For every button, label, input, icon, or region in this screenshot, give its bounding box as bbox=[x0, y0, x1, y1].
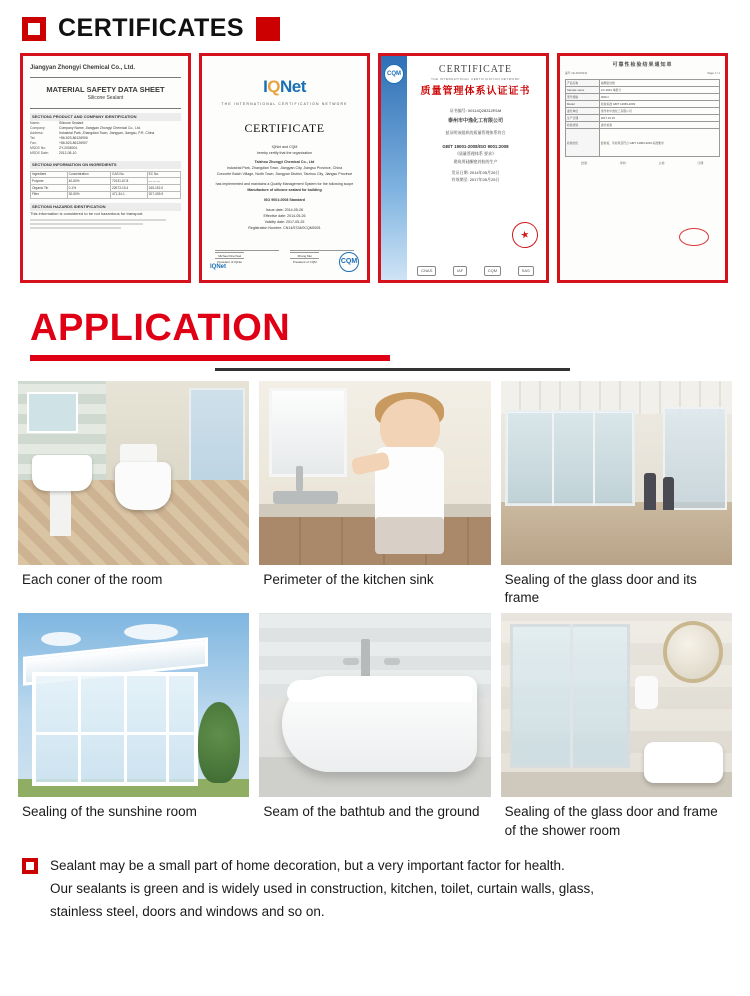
msds-field: Address: Industrial Park, Zhangdian Town, Jiangyan, Jiangsu, P.R. China bbox=[30, 130, 155, 135]
table-cell: 2017.01.15 bbox=[599, 115, 719, 122]
cqm-sub-standard: 《质量管理体系 要求》 bbox=[454, 151, 497, 157]
tree bbox=[198, 702, 240, 783]
shower-room-scene bbox=[501, 613, 732, 797]
mirror bbox=[27, 392, 78, 432]
footer-note bbox=[0, 854, 750, 924]
application-header bbox=[0, 309, 750, 373]
table-row bbox=[566, 87, 720, 94]
wash-basin bbox=[32, 455, 92, 492]
cqm-chinese-title: 质量管理体系认证证书 bbox=[420, 86, 531, 98]
iqnet-body bbox=[209, 145, 360, 232]
iqnet-mark-icon: IQNet bbox=[210, 264, 227, 270]
msds-section-1: SECTION1 PRODUCT AND COMPANY IDENTIFICATION bbox=[30, 113, 181, 121]
msds-field: Name: Silicone Sealant bbox=[30, 120, 84, 125]
table-row bbox=[566, 80, 720, 87]
application-image-sunshine-room[interactable] bbox=[18, 613, 249, 797]
cqm-scope-cn: 建筑用硅酮密封胶的生产 bbox=[453, 158, 498, 164]
decorative-band bbox=[381, 56, 407, 280]
application-image-bathroom[interactable] bbox=[18, 381, 249, 565]
application-item-glass-partition bbox=[501, 381, 732, 609]
sink bbox=[273, 491, 338, 504]
certificates-title: CERTIFICATES bbox=[58, 14, 245, 42]
application-item-sunshine-room bbox=[18, 613, 249, 841]
table-row bbox=[566, 129, 720, 157]
signature-role: President of CQM bbox=[290, 258, 319, 265]
table-cell: 245-152-0 bbox=[147, 185, 180, 192]
certificates-header bbox=[0, 0, 750, 53]
glass-partition bbox=[505, 410, 635, 506]
application-caption: Sealing of the sunshine room bbox=[22, 804, 197, 820]
cqm-org: 泰州市中逸化工有限公司 bbox=[447, 118, 503, 125]
title-rules bbox=[30, 355, 750, 373]
cqm-date: 发证日期: 2014年05月26日 bbox=[451, 169, 500, 175]
table-cell: 硅酮密封胶 bbox=[599, 80, 719, 87]
iqnet-network-text: THE INTERNATIONAL CERTIFICATION NETWORK bbox=[221, 101, 348, 106]
table-header-row bbox=[31, 171, 181, 178]
red-rule bbox=[30, 355, 390, 361]
msds-field: Tel: +86-523-86126906 bbox=[30, 136, 88, 141]
table-cell: 0-1% bbox=[67, 185, 110, 192]
sunroom-glass-walls bbox=[32, 672, 199, 786]
text-line bbox=[30, 227, 121, 229]
table-row bbox=[31, 178, 181, 185]
application-image-bathtub[interactable] bbox=[259, 613, 490, 797]
cabin-mullion bbox=[570, 624, 573, 768]
cqm-accreditation-logos bbox=[409, 266, 542, 276]
msds-section-2: SECTION2 INFORMATION ON INGREDIENTS bbox=[30, 161, 181, 169]
table-label-cell: Model bbox=[566, 101, 600, 108]
application-item-bathtub bbox=[259, 613, 490, 841]
sunroom-scene bbox=[18, 613, 249, 797]
mullion bbox=[552, 410, 554, 506]
application-caption: Sealing of the glass door and its frame bbox=[504, 572, 697, 606]
square-marker-icon bbox=[22, 858, 38, 874]
signature-name: Michael Drechsel bbox=[215, 252, 244, 259]
report-page: Page: 1 / 1 bbox=[707, 71, 720, 75]
msds-field-value: 2012-08-10 bbox=[59, 151, 77, 156]
application-image-glass-partition[interactable] bbox=[501, 381, 732, 565]
divider bbox=[30, 77, 181, 78]
cqm-english-title: CERTIFICATE bbox=[438, 64, 513, 75]
cqm-valid: 有效期至: 2017年05月25日 bbox=[451, 177, 500, 183]
msds-document bbox=[23, 56, 188, 280]
signature-label: 主检: bbox=[658, 161, 666, 166]
msds-field: Company: Company Name: Jiangyan Zhongyi Chemical Co., Ltd. bbox=[30, 125, 141, 130]
table-cell: 30-50% bbox=[67, 191, 110, 198]
table-label-cell: 检验类别 bbox=[566, 122, 600, 129]
table-cell: Filler bbox=[31, 191, 68, 198]
table-cell: Polymer bbox=[31, 178, 68, 185]
signature-label: 审核: bbox=[619, 161, 627, 166]
certificate-thumb-msds[interactable] bbox=[20, 53, 191, 283]
signature-label: 日期: bbox=[697, 161, 705, 166]
table-cell: 委托检验 bbox=[599, 122, 719, 129]
iqnet-org: Taizhou Zhongyi Chemical Co., Ltd bbox=[254, 160, 315, 165]
table-cell: 22673-19-4 bbox=[111, 185, 148, 192]
table-row bbox=[31, 191, 181, 198]
table-header-cell: Concentration bbox=[67, 171, 110, 178]
application-grid bbox=[0, 381, 750, 842]
accreditation-logo: CNAS bbox=[417, 266, 436, 276]
table-row bbox=[566, 108, 720, 115]
msds-note: This information is considered to be not hazardous for transport. bbox=[30, 210, 144, 216]
tap-handle bbox=[343, 658, 359, 665]
table-cell: 经检验，所检项目符合 GB/T 14683-2003 标准要求 bbox=[599, 129, 719, 157]
table-cell: 泰州市中逸化工有限公司 bbox=[599, 108, 719, 115]
table-cell: Organic Tin bbox=[31, 185, 68, 192]
cloud bbox=[41, 632, 81, 646]
bathroom-scene bbox=[18, 381, 249, 565]
wash-basin bbox=[644, 742, 723, 782]
child-pants bbox=[375, 517, 444, 554]
cqm-standard: GB/T 19001-2008/ISO 9001:2008 bbox=[442, 143, 509, 149]
iqnet-validity: Validity date: 2017-05-25 bbox=[264, 219, 305, 224]
msds-ingredients-table bbox=[30, 171, 181, 199]
test-report-document bbox=[560, 56, 725, 280]
round-mirror bbox=[663, 621, 723, 684]
iqnet-effective: Effective date: 2014-05-26 bbox=[263, 213, 306, 218]
msds-field-value: Silicone Sealant bbox=[59, 120, 84, 125]
msds-field: Fax: +86-523-86126907 bbox=[30, 141, 88, 146]
table-label-cell: 型号规格 bbox=[566, 94, 600, 101]
cqm-document bbox=[381, 56, 546, 280]
table-header-cell: EC No. bbox=[147, 171, 180, 178]
table-row bbox=[566, 94, 720, 101]
frame-bar bbox=[166, 672, 169, 786]
iqnet-logo: IQNet bbox=[263, 77, 306, 96]
application-item-shower-room bbox=[501, 613, 732, 841]
iqnet-scope2: Manufacture of silicone sealant for building bbox=[247, 188, 322, 193]
office-scene bbox=[501, 381, 732, 565]
cqm-badge-icon: CQM bbox=[384, 64, 404, 84]
report-signatures bbox=[565, 161, 720, 166]
cqm-body bbox=[409, 107, 542, 183]
dark-rule bbox=[215, 368, 570, 371]
table-label-cell: 委托单位 bbox=[566, 108, 600, 115]
table-row bbox=[566, 122, 720, 129]
application-image-shower-room[interactable] bbox=[501, 613, 732, 797]
basin-pedestal bbox=[50, 488, 71, 536]
msds-section-3: SECTION3 HAZARDS IDENTIFICATION bbox=[30, 203, 181, 211]
person bbox=[663, 477, 675, 510]
iqnet-signature-row bbox=[209, 250, 360, 265]
cqm-line-1: 兹证明该组织的质量管理体系符合 bbox=[445, 130, 506, 136]
report-title: 可靠性检验结果通知单 bbox=[612, 62, 673, 68]
frame-bar bbox=[124, 672, 127, 786]
frame-bar bbox=[32, 732, 199, 735]
table-header-cell: CAS No. bbox=[111, 171, 148, 178]
footer-line-2: Our sealants is green and is widely used in construction, kitchen, toilet, curtain walls, glass, bbox=[50, 881, 595, 897]
table-cell: 70131-67-8 bbox=[111, 178, 148, 185]
report-table bbox=[565, 79, 720, 157]
faucet bbox=[361, 639, 370, 679]
iqnet-standard: ISO 9001:2008 Standard bbox=[264, 198, 305, 203]
toilet bbox=[115, 462, 171, 510]
application-caption: Each coner of the room bbox=[22, 572, 163, 587]
table-row bbox=[566, 115, 720, 122]
faucet bbox=[296, 466, 303, 492]
certificate-thumb-test-report[interactable] bbox=[557, 53, 728, 283]
table-label-cell: Sample name bbox=[566, 87, 600, 94]
cqm-seal-icon: CQM bbox=[339, 252, 359, 272]
table-row bbox=[566, 101, 720, 108]
certificates-strip bbox=[0, 53, 750, 283]
report-ref: 编号: No.20170211 bbox=[565, 71, 588, 75]
iqnet-issued: Issue date: 2014-05-26 bbox=[266, 207, 303, 212]
certificate-thumb-iqnet[interactable] bbox=[199, 53, 370, 283]
urinal bbox=[635, 676, 658, 709]
iqnet-document bbox=[202, 56, 367, 280]
bathtub-scene bbox=[259, 613, 490, 797]
kitchen-scene bbox=[259, 381, 490, 565]
application-caption: Seam of the bathtub and the ground bbox=[263, 804, 480, 820]
msds-field-value: ZY-2008001 bbox=[59, 146, 78, 151]
msds-field-value: +86-523-86126907 bbox=[59, 141, 88, 146]
square-marker-solid-icon bbox=[256, 17, 280, 41]
square-marker-icon bbox=[22, 17, 46, 41]
table-label-cell: 产品名称 bbox=[566, 80, 600, 87]
iqnet-scope: Concrete Batch Village, North Town, Jiangyan District, Taizhou City, Jiangsu Province bbox=[216, 172, 353, 177]
table-label-cell: 生产日期 bbox=[566, 115, 600, 122]
msds-doc-title: MATERIAL SAFETY DATA SHEET bbox=[46, 85, 165, 94]
table-cell: 471-34-1 bbox=[111, 191, 148, 198]
stamp-circle-icon bbox=[679, 228, 709, 246]
bathtub-rim bbox=[287, 680, 472, 702]
table-row bbox=[31, 185, 181, 192]
signature-label: 批准: bbox=[580, 161, 588, 166]
footer-note-text bbox=[50, 854, 594, 924]
table-header-cell: Ingredient bbox=[31, 171, 68, 178]
application-title: APPLICATION bbox=[30, 307, 291, 349]
table-cell: AC-2001 单组分 bbox=[599, 87, 719, 94]
text-line bbox=[30, 219, 166, 221]
tap-handle bbox=[384, 658, 400, 665]
window bbox=[269, 388, 348, 476]
iqnet-address: Industrial Park, Zhangdian Town, Jiangyan City, Jiangsu Province, China bbox=[226, 166, 343, 171]
iqnet-statement: has implemented and maintains a Quality Management System for the following scope bbox=[215, 182, 354, 187]
iqnet-registration: Registration Number: CN14/5728/0CQM0001 bbox=[248, 225, 321, 230]
msds-field: MSDS No: ZY-2008001 bbox=[30, 146, 78, 151]
application-caption: Perimeter of the kitchen sink bbox=[263, 572, 434, 587]
divider bbox=[30, 108, 181, 109]
table-cell: 检验标准 GB/T 14683-2003 bbox=[599, 101, 719, 108]
footer-line-1: Sealant may be a small part of home decoration, but a very important factor for health. bbox=[50, 857, 565, 873]
signature-role: President of IQNet bbox=[215, 258, 244, 265]
table-cell: 40-60% bbox=[67, 178, 110, 185]
table-label-cell: 检验结论 bbox=[566, 129, 600, 157]
msds-product: Silicone Sealant bbox=[87, 95, 124, 102]
accreditation-logo: CQM bbox=[484, 266, 501, 276]
accreditation-logo: IAF bbox=[453, 266, 467, 276]
footer-line-3: stainless steel, doors and windows and so on. bbox=[50, 904, 325, 920]
msds-field-value: Company Name: Jiangyan Zhongyi Chemical Co., Ltd. bbox=[59, 125, 141, 130]
red-stamp-icon: ★ bbox=[510, 220, 541, 251]
frame-bar bbox=[78, 672, 81, 786]
text-line bbox=[30, 223, 143, 225]
iqnet-line1: IQNet and CQM bbox=[271, 144, 298, 149]
msds-company: Jiangyan Zhongyi Chemical Co., Ltd. bbox=[30, 65, 136, 71]
iqnet-certificate-word: CERTIFICATE bbox=[244, 120, 325, 135]
certificate-thumb-cqm[interactable] bbox=[378, 53, 549, 283]
table-cell: — — — bbox=[147, 178, 180, 185]
table-cell: 207-439-9 bbox=[147, 191, 180, 198]
table-cell: 300ml bbox=[599, 94, 719, 101]
signature-name: Zhang Mei bbox=[290, 252, 319, 259]
floor bbox=[501, 502, 732, 565]
msds-field: MSDS Date: 2012-08-10 bbox=[30, 151, 77, 156]
iqnet-line2: hereby certify that the organization bbox=[256, 150, 313, 155]
application-image-kitchen-sink[interactable] bbox=[259, 381, 490, 565]
msds-field-value: Industrial Park, Zhangdian Town, Jiangyan, Jiangsu, P.R. China bbox=[59, 130, 155, 135]
cqm-line-0: 证书编号: 00114Q28312R1M bbox=[449, 108, 502, 114]
msds-field-value: +86-523-86126906 bbox=[59, 136, 88, 141]
application-item-kitchen-sink bbox=[259, 381, 490, 609]
person bbox=[644, 473, 656, 510]
accreditation-logo: SAS bbox=[518, 266, 534, 276]
mullion bbox=[593, 410, 595, 506]
cqm-network-text: THE INTERNATIONAL CERTIFICATION NETWORK bbox=[431, 77, 520, 81]
application-item-bathroom bbox=[18, 381, 249, 609]
application-caption: Sealing of the glass door and frame of the shower room bbox=[504, 804, 718, 838]
